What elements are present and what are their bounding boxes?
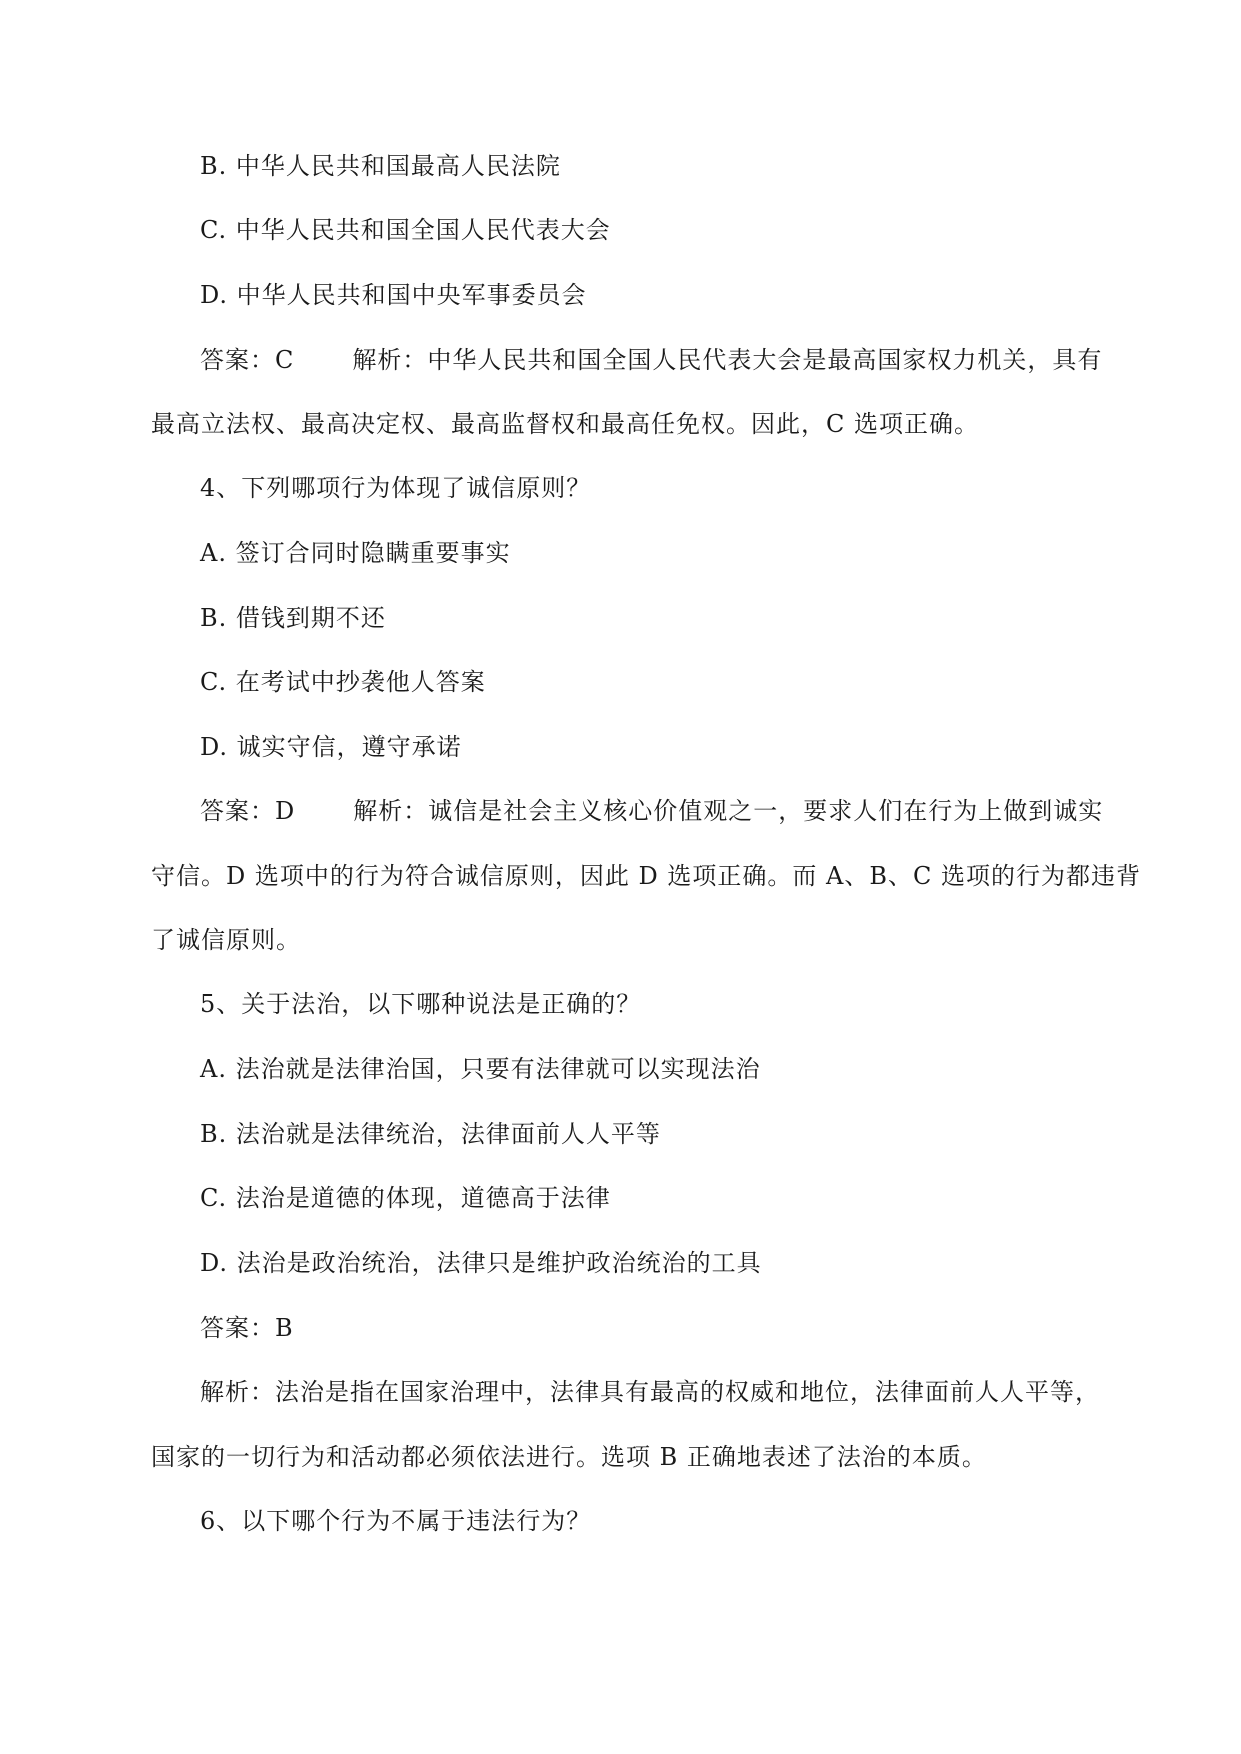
q3-analysis-line-1: 解析：中华人民共和国全国人民代表大会是最高国家权力机关，具有 [352, 346, 1103, 374]
q3-option-d: D. 中华人民共和国中央军事委员会 [200, 281, 587, 309]
q4-analysis-line-3: 了诚信原则。 [151, 926, 301, 954]
q3-option-c: C. 中华人民共和国全国人民代表大会 [200, 216, 611, 244]
q3-answer: 答案：C [200, 346, 295, 374]
q4-option-b: B. 借钱到期不还 [200, 604, 386, 632]
q4-question: 4、下列哪项行为体现了诚信原则？ [200, 474, 592, 502]
q4-option-d: D. 诚实守信，遵守承诺 [200, 733, 462, 761]
q5-analysis-line-2: 国家的一切行为和活动都必须依法进行。选项 B 正确地表述了法治的本质。 [151, 1443, 987, 1471]
q5-option-b: B. 法治就是法律统治，法律面前人人平等 [200, 1120, 661, 1148]
q4-option-c: C. 在考试中抄袭他人答案 [200, 668, 486, 696]
q3-answer-row [200, 344, 1241, 376]
q4-answer: 答案：D [200, 797, 296, 825]
q3-analysis-line-2: 最高立法权、最高决定权、最高监督权和最高任免权。因此，C 选项正确。 [151, 410, 979, 438]
q3-option-b: B. 中华人民共和国最高人民法院 [200, 152, 561, 180]
q5-answer: 答案：B [200, 1314, 294, 1342]
q5-option-a: A. 法治就是法律治国，只要有法律就可以实现法治 [200, 1055, 761, 1083]
q4-answer-row [200, 795, 1241, 827]
q5-question: 5、关于法治，以下哪种说法是正确的？ [200, 990, 642, 1018]
q5-option-d: D. 法治是政治统治，法律只是维护政治统治的工具 [200, 1249, 762, 1277]
q5-option-c: C. 法治是道德的体现，道德高于法律 [200, 1184, 611, 1212]
q6-question: 6、以下哪个行为不属于违法行为？ [200, 1507, 592, 1535]
q4-analysis-line-2: 守信。D 选项中的行为符合诚信原则，因此 D 选项正确。而 A、B、C 选项的行为都违背 [151, 862, 1141, 890]
q5-analysis-line-1: 解析：法治是指在国家治理中，法律具有最高的权威和地位，法律面前人人平等， [200, 1378, 1100, 1406]
q4-analysis-line-1: 解析：诚信是社会主义核心价值观之一，要求人们在行为上做到诚实 [353, 797, 1104, 825]
q4-option-a: A. 签订合同时隐瞒重要事实 [200, 539, 511, 567]
